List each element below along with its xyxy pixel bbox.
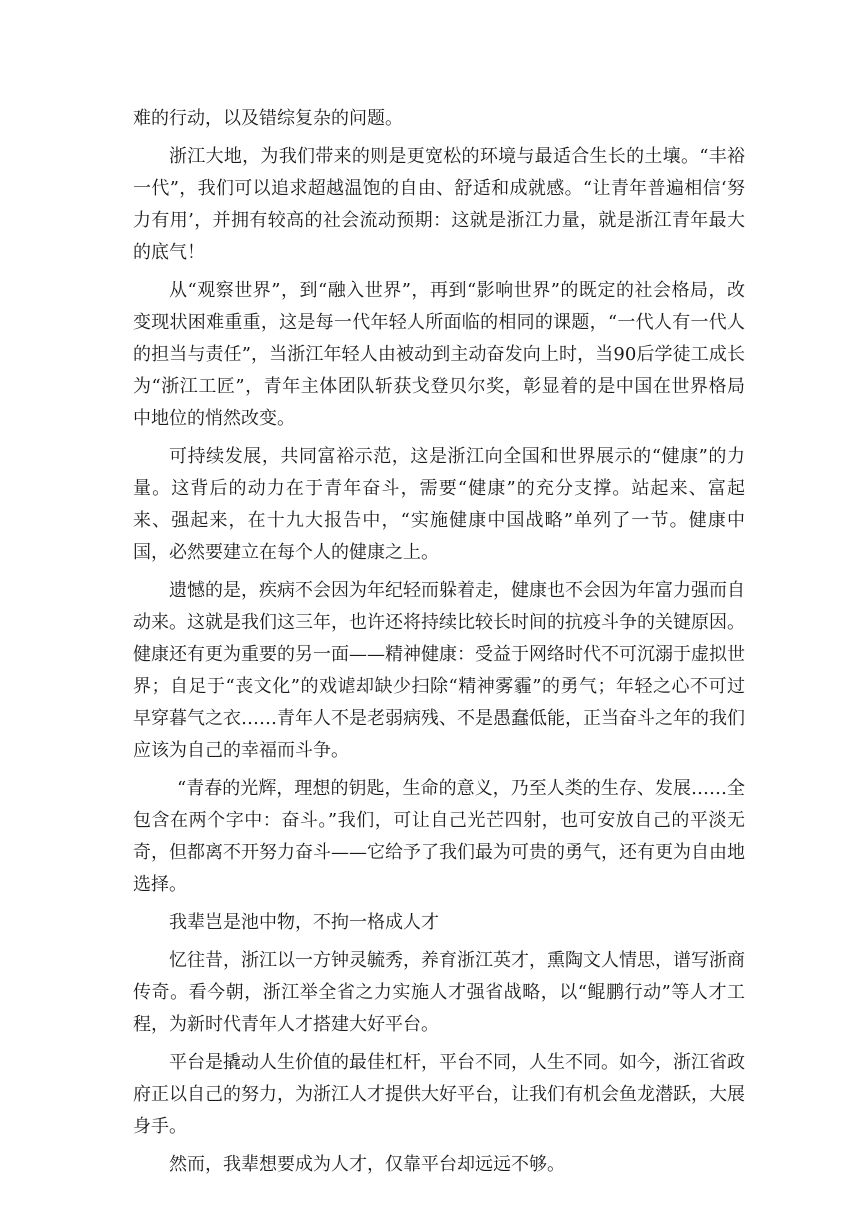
paragraph-youth-quote: “青春的光辉，理想的钥匙，生命的意义，乃至人类的生存、发展……全包含在两个字中：奋斗。”我们，可让自己光芒四射，也可安放自己的平淡无奇，但都离不开努力奋斗——它给予了我们最为可贵的勇气，还有更为自由地选择。	[133, 778, 745, 895]
paragraph-world-pattern: 从“观察世界”，到“融入世界”，再到“影响世界”的既定的社会格局，改变现状困难重重，这是每一代年轻人所面临的相同的课题，“一代人有一代人的担当与责任”，当浙江年轻人由被动到主动奋发向上时，当90后学徒工成长为“浙江工匠”，青年主体团队斩获戈登贝尔奖，彰显着的是中国在世界格局中地位的悄然改变。	[133, 280, 745, 429]
paragraph-past-present: 忆往昔，浙江以一方钟灵毓秀，养育浙江英才，熏陶文人情思，谱写浙商传奇。看今朝，浙江举全省之力实施人才强省战略，以“鲲鹏行动”等人才工程，为新时代青年人才搭建大好平台。	[133, 950, 745, 1035]
section-heading: 我辈岂是池中物，不拘一格成人才	[169, 912, 439, 933]
paragraph-however: 然而，我辈想要成为人才，仅靠平台却远远不够。	[169, 1154, 565, 1175]
paragraph-continuation: 难的行动，以及错综复杂的问题。	[133, 108, 403, 129]
paragraph-sustainable-development: 可持续发展，共同富裕示范，这是浙江向全国和世界展示的“健康”的力量。这背后的动力在于青年奋斗，需要“健康”的充分支撑。站起来、富起来、强起来，在十九大报告中，“实施健康中国战略”单列了一节。健康中国，必然要建立在每个人的健康之上。	[133, 446, 745, 563]
paragraph-health: 遗憾的是，疾病不会因为年纪轻而躲着走，健康也不会因为年富力强而自动来。这就是我们这三年，也许还将持续比较长时间的抗疫斗争的关键原因。健康还有更为重要的另一面——精神健康：受益于网络时代不可沉溺于虚拟世界；自足于“丧文化”的戏谑却缺少扫除“精神雾霾”的勇气；年轻之心不可过早穿暮气之衣……青年人不是老弱病残、不是愚蠢低能，正当奋斗之年的我们应该为自己的幸福而斗争。	[133, 580, 745, 761]
document-body	[133, 103, 745, 1187]
paragraph-zhejiang-land: 浙江大地，为我们带来的则是更宽松的环境与最适合生长的土壤。“丰裕一代”，我们可以追求超越温饱的自由、舒适和成就感。“让青年普遍相信‘努力有用’，并拥有较高的社会流动预期：这就是浙江力量，就是浙江青年最大的底气！	[133, 146, 745, 263]
paragraph-platform: 平台是撬动人生价值的最佳杠杆，平台不同，人生不同。如今，浙江省政府正以自己的努力，为浙江人才提供大好平台，让我们有机会鱼龙潜跃，大展身手。	[133, 1052, 745, 1137]
